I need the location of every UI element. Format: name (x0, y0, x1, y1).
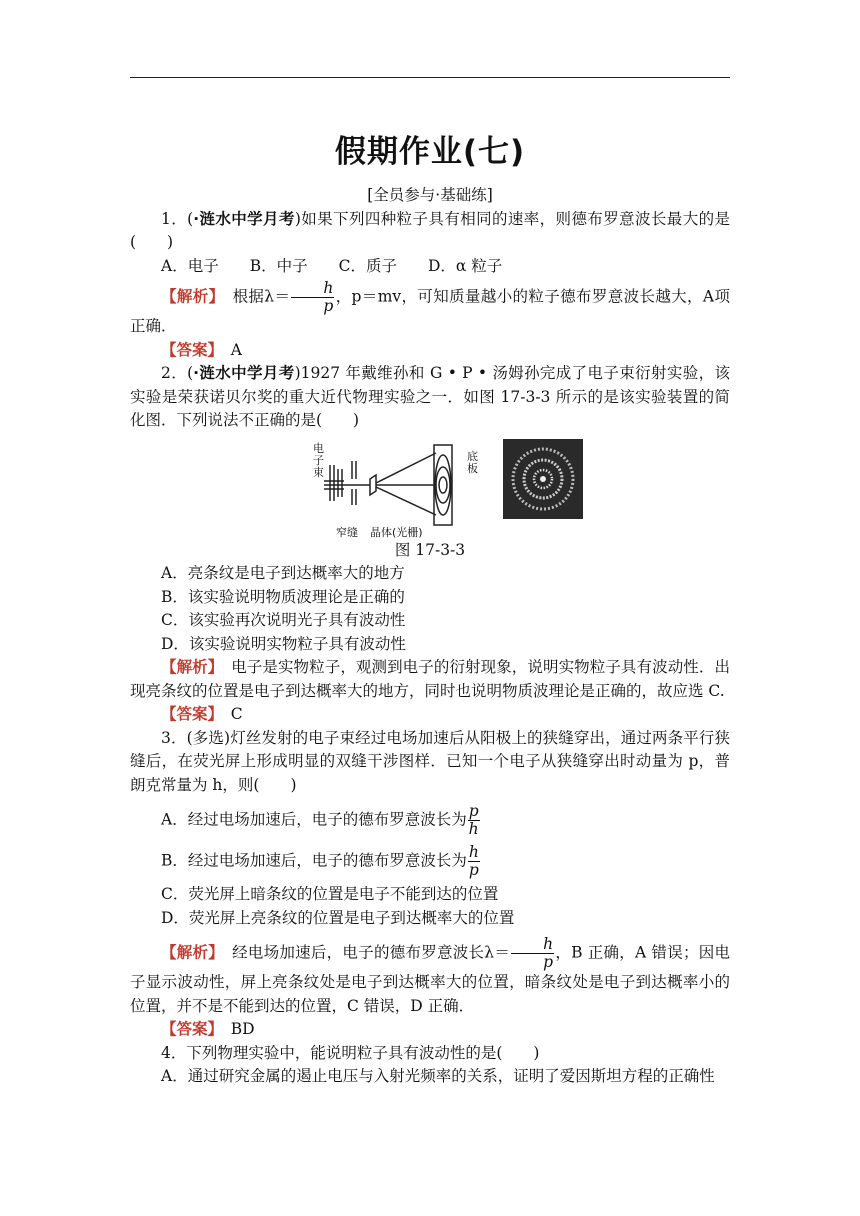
q2-option-c: C．该实验再次说明光子具有波动性 (161, 611, 406, 629)
q2-source: ·涟水中学月考 (193, 364, 295, 382)
q1-analysis (130, 280, 730, 339)
label-crystal: 晶体(光栅) (370, 525, 423, 539)
q3-fraction (511, 936, 554, 971)
q3-analysis-post: ，B 正确，A 错误；因电子显示波动性，屏上亮条纹处是电子到达概率大的位置，暗条纹处是电子到达概率小的位置，并不是不能到达的位置，C 错误，D 正确． (130, 943, 730, 1015)
q3-analysis (130, 936, 730, 1018)
q3-option-a-text: A．经过电场加速后，电子的德布罗意波长为 (161, 810, 467, 829)
q3-option-d: D．荧光屏上亮条纹的位置是电子到达概率大的位置 (161, 908, 515, 927)
answer-tag: 【答案】 (161, 1020, 216, 1038)
q2-option-b: B．该实验说明物质波理论是正确的 (161, 587, 405, 606)
q2-option-a: A．亮条纹是电子到达概率大的地方 (161, 564, 405, 582)
answer-value: BD (215, 1020, 255, 1038)
header-rule (130, 77, 730, 78)
question-4: 4．下列物理实验中，能说明粒子具有波动性的是( ) (161, 1043, 540, 1062)
q1-source: ·涟水中学月考 (193, 209, 295, 228)
frac-denominator: p (543, 953, 554, 971)
document-body (130, 184, 730, 1089)
q3-option-a-fraction (468, 803, 480, 838)
q2-text: )1927 年戴维孙和 G • P • 汤姆孙完成了电子束衍射实验，该实验是荣获诺贝尔奖的重大近代物理实验之一．如图 17-3-3 所示的是该实验装置的简化图．下列说法不正确的是( ) (130, 364, 730, 429)
q1-fraction (291, 280, 334, 315)
q1-answer (130, 339, 730, 363)
q1-options: A．电子 B．中子 C．质子 D．α 粒子 (161, 256, 503, 275)
page-title: 假期作业(七) (334, 134, 526, 170)
q3-option-b-text: B．经过电场加速后，电子的德布罗意波长为 (161, 851, 467, 870)
label-plate: 底板 (467, 449, 478, 475)
q1-analysis-pre: 根据λ＝ (216, 287, 291, 306)
q3-option-b-fraction (468, 844, 480, 879)
frac-numerator: h (468, 843, 479, 861)
q4-option-a: A．通过研究金属的遏止电压与入射光频率的关系，证明了爱因斯坦方程的正确性 (161, 1067, 715, 1085)
analysis-tag: 【解析】 (161, 943, 217, 962)
q3-answer (130, 1018, 730, 1042)
answer-value: A (215, 340, 242, 359)
question-1 (130, 208, 730, 255)
frac-denominator: h (468, 820, 479, 838)
question-2 (130, 362, 730, 433)
section-heading: [全员参与·基础练] (367, 186, 493, 204)
frac-denominator: p (323, 297, 334, 315)
analysis-tag: 【解析】 (161, 658, 216, 676)
frac-numerator: p (468, 802, 479, 820)
q2-answer (130, 703, 730, 727)
q1-analysis-post: ，p＝mv，可知质量越小的粒子德布罗意波长越大，A项正确． (130, 287, 730, 335)
frac-numerator: h (291, 280, 334, 298)
frac-denominator: p (468, 861, 479, 879)
q3-option-a (130, 803, 730, 838)
frac-numerator: h (511, 936, 554, 954)
figure-17-3-3 (130, 437, 730, 537)
q3-option-c: C．荧光屏上暗条纹的位置是电子不能到达的位置 (161, 885, 499, 903)
q1-number: 1．( (161, 209, 194, 228)
q2-analysis (130, 656, 730, 703)
answer-tag: 【答案】 (161, 705, 216, 723)
q1-text: )如果下列四种粒子具有相同的速率，则德布罗意波长最大的是( ) (130, 209, 730, 251)
q2-number: 2．( (161, 364, 194, 382)
label-slit: 窄缝 (336, 525, 358, 539)
q2-option-d: D．该实验说明实物粒子具有波动性 (161, 634, 406, 653)
question-3: 3．(多选)灯丝发射的电子束经过电场加速后从阳极上的狭缝穿出，通过两条平行狭缝后，在荧光屏上形成明显的双缝干涉图样．已知一个电子从狭缝穿出时动量为 p，普朗克常量为 h，则( ) (130, 728, 730, 794)
q2-analysis-text: 电子是实物粒子，观测到电子的衍射现象，说明实物粒子具有波动性．出现亮条纹的位置是电子到达概率大的地方，同时也说明物质波理论是正确的，故应选 C. (130, 658, 730, 700)
figure-caption: 图 17-3-3 (394, 540, 466, 559)
q3-option-b (130, 844, 730, 879)
answer-tag: 【答案】 (161, 340, 216, 359)
analysis-tag: 【解析】 (161, 287, 217, 306)
answer-value: C (215, 705, 243, 723)
label-electron-beam: 电子束 (313, 441, 324, 479)
diffraction-pattern-photo (503, 439, 583, 519)
q3-analysis-pre: 经电场加速后，电子的德布罗意波长λ＝ (216, 943, 511, 962)
